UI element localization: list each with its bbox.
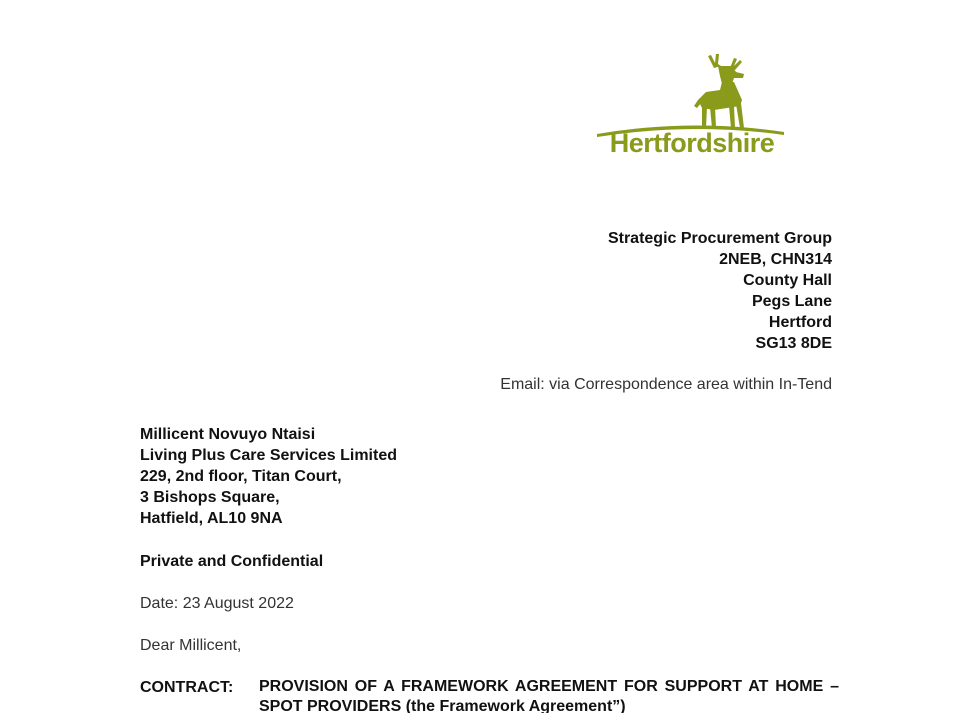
logo-text: Hertfordshire	[609, 128, 775, 158]
sender-line: County Hall	[743, 272, 832, 289]
sender-email: Email: via Correspondence area within In-Tend	[500, 376, 832, 393]
sender-line: 2NEB, CHN314	[719, 251, 832, 268]
hertfordshire-logo	[594, 50, 790, 166]
salutation: Dear Millicent,	[140, 637, 242, 654]
contract-title: PROVISION OF A FRAMEWORK AGREEMENT FOR SUPPORT AT HOME – SPOT PROVIDERS (the Framework Agreement”)	[259, 678, 839, 713]
stag-icon	[594, 50, 790, 140]
recipient-line: Millicent Novuyo Ntaisi	[140, 426, 316, 443]
sender-line: Hertford	[768, 314, 832, 331]
sender-line: Pegs Lane	[751, 293, 832, 310]
recipient-line: Hatfield, AL10 9NA	[140, 510, 283, 527]
recipient-line: 229, 2nd floor, Titan Court,	[140, 468, 342, 485]
letter-date: Date: 23 August 2022	[140, 595, 294, 612]
sender-line: SG13 8DE	[755, 335, 832, 352]
recipient-address	[140, 424, 397, 529]
contract-label: CONTRACT:	[140, 679, 234, 696]
sender-line: Strategic Procurement Group	[607, 230, 832, 247]
sender-address	[608, 228, 832, 354]
confidential-notice: Private and Confidential	[140, 553, 324, 570]
recipient-line: Living Plus Care Services Limited	[140, 447, 397, 464]
recipient-line: 3 Bishops Square,	[140, 489, 280, 506]
